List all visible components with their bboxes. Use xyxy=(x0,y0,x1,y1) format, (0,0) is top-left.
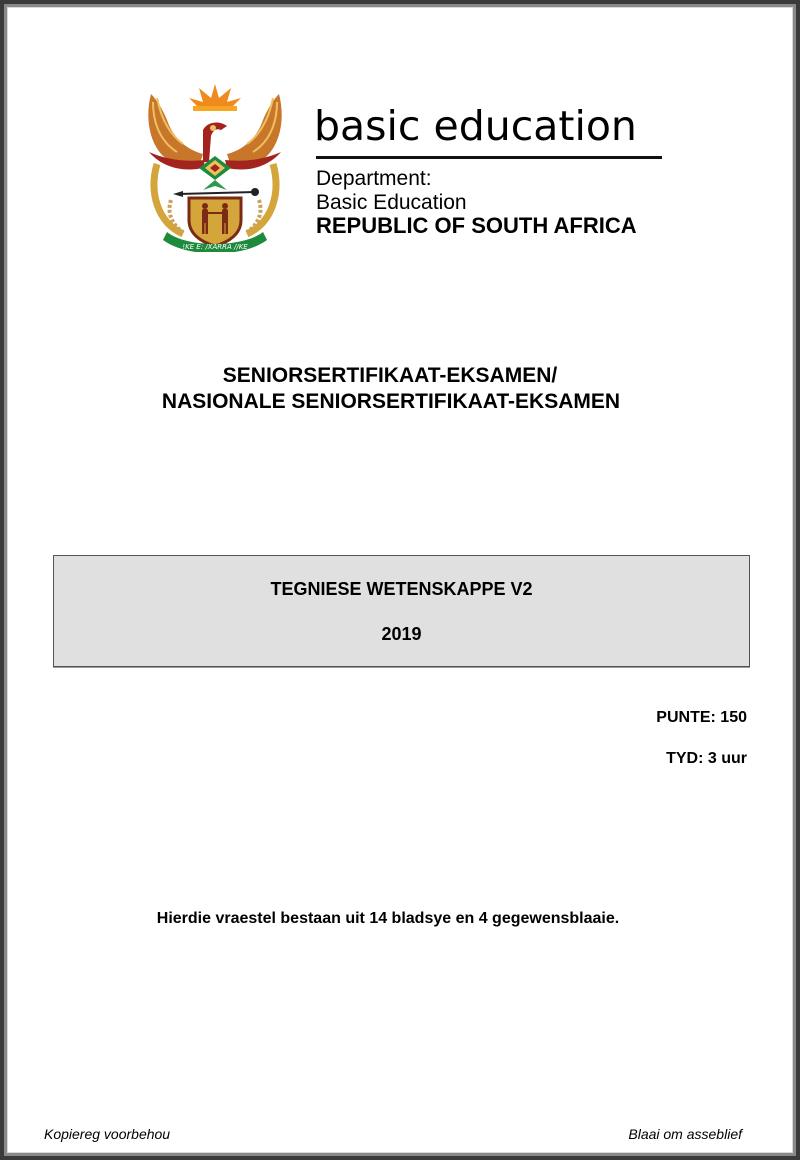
department-label: Department: xyxy=(316,167,432,190)
department-name: Basic Education xyxy=(316,191,467,214)
footer-copyright: Kopiereg voorbehou xyxy=(44,1126,171,1142)
pages-note-text: Hierdie vraestel bestaan uit 14 bladsye en 4 gegewensblaaie. xyxy=(156,910,620,927)
exam-heading-line2: NASIONALE SENIORSERTIFIKAAT-EKSAMEN xyxy=(161,390,621,413)
coat-of-arms-icon xyxy=(143,72,287,252)
pages-note xyxy=(0,911,800,927)
brand-divider xyxy=(316,156,662,159)
exam-duration: TYD: 3 uur xyxy=(666,750,747,767)
exam-heading-line1: SENIORSERTIFIKAAT-EKSAMEN/ xyxy=(222,364,558,387)
subject-box xyxy=(53,555,750,667)
total-marks: PUNTE: 150 xyxy=(656,709,747,726)
sun-icon xyxy=(189,84,241,111)
svg-text:!KE E: /XARRA //KE: !KE E: /XARRA //KE xyxy=(182,243,248,251)
footer-turn-page: Blaai om asseblief xyxy=(628,1126,742,1142)
brand-title: basic education xyxy=(314,102,637,150)
subject-title: TEGNIESE WETENSKAPPE V2 xyxy=(270,579,533,599)
exam-year: 2019 xyxy=(381,624,422,644)
country-name: REPUBLIC OF SOUTH AFRICA xyxy=(316,213,637,238)
